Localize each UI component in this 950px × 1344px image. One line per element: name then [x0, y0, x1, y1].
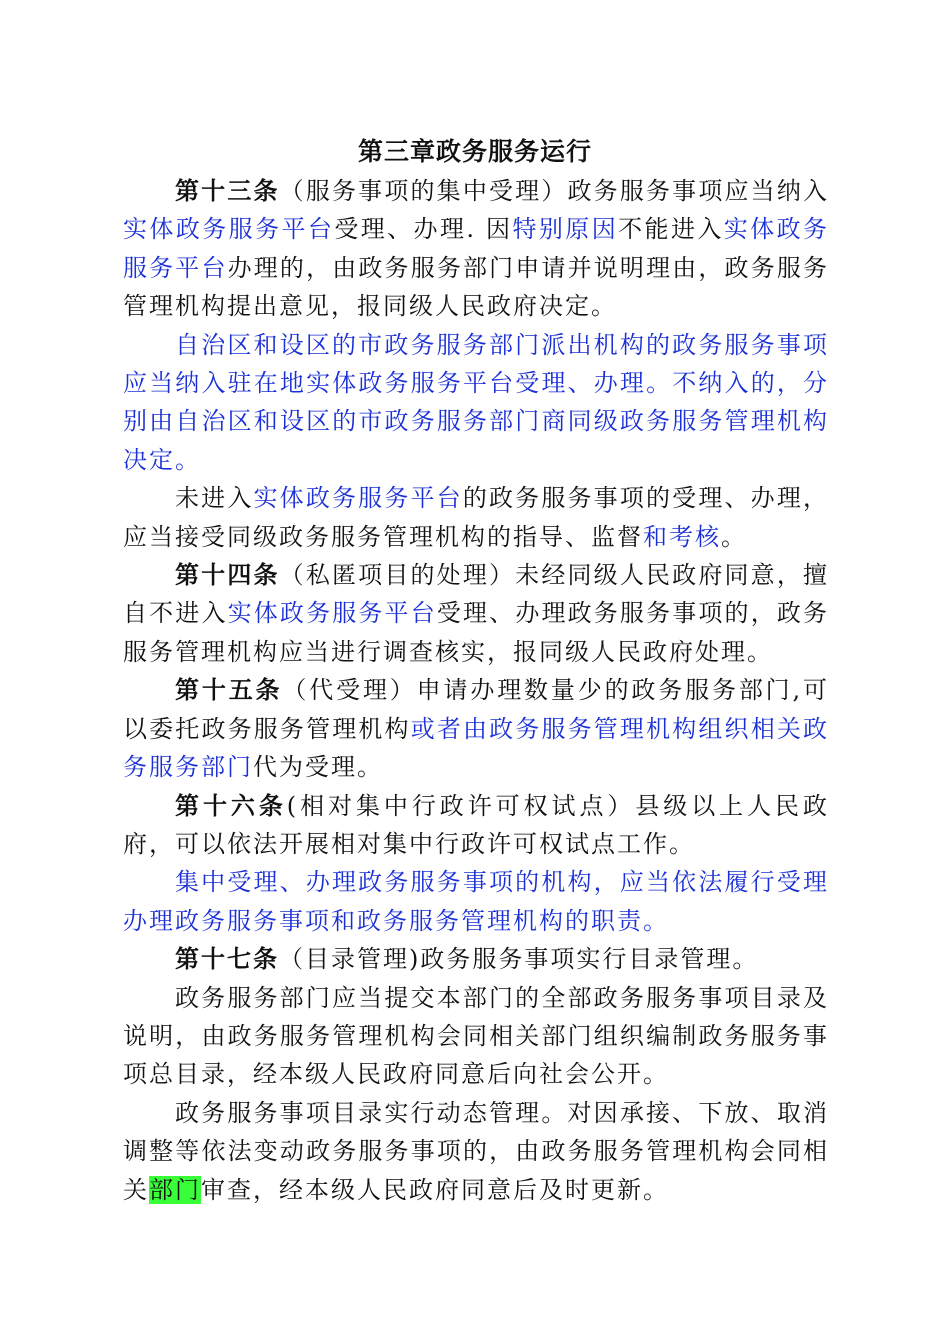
- revised-text: 实体政务服务平台: [253, 484, 463, 513]
- revised-text: 实体政务服务平台: [123, 215, 830, 282]
- revised-text: 实体政务服务平台: [123, 215, 335, 244]
- body-paragraph: [123, 979, 829, 1094]
- article-number: 第十六条: [175, 790, 287, 820]
- revised-text: 自治区和设区的市政务服务部门派出机构的政务服务事项应当纳入驻在地实体政务服务平台受理、办理。不纳入的，分别由自治区和设区的市政务服务部门商同级政务服务管理机构决定。: [123, 330, 829, 474]
- article-number: 第十七条: [175, 944, 279, 974]
- article-paragraph: [123, 172, 829, 326]
- article-number: 第十五条: [175, 675, 283, 705]
- paragraph-text: （目录管理)政务服务事项实行目录管理。: [279, 945, 759, 974]
- revised-text: 或者由政务服务管理机构组织相关政务服务部门: [123, 714, 830, 782]
- revised-text: 特别原因: [512, 215, 619, 244]
- paragraph-text: （私匿项目的处理）未经同级人民政府同意，擅自不进入: [123, 561, 830, 628]
- paragraph-text: 审查，经本级人民政府同意后及时更新。: [201, 1175, 669, 1204]
- article-paragraph: [123, 787, 829, 864]
- article-number: 第十四条: [175, 560, 280, 590]
- paragraph-text: 受理、办理. 因: [334, 215, 513, 244]
- chapter-title: 第三章政务服务运行: [357, 137, 592, 166]
- article-paragraph: [123, 556, 829, 671]
- paragraph-text: （代受理）申请办理数量少的政务服务部门,可以委托政务服务管理机构: [123, 676, 829, 743]
- revised-text: 集中受理、办理政务服务事项的机构，应当依法履行受理办理政务服务事项和政务服务管理机构的职责。: [123, 868, 829, 935]
- paragraph-text: 办理的，由政务服务部门申请并说明理由，政务服务管理机构提出意见，报同级人民政府决定。: [123, 253, 830, 321]
- paragraph-text: 未进入: [175, 484, 254, 513]
- paragraph-text: 政务服务部门应当提交本部门的全部政务服务事项目录及说明，由政务服务管理机构会同相关部门组织编制政务服务事项总目录，经本级人民政府同意后向社会公开。: [123, 983, 829, 1089]
- paragraph-text: 代为受理。: [253, 753, 383, 782]
- revised-text: 和考核: [643, 522, 721, 551]
- highlighted-text: 部门: [149, 1175, 201, 1204]
- article-number: 第十三条: [175, 176, 280, 205]
- document-body: [123, 172, 829, 1209]
- paragraph-text: 政务服务事项目录实行动态管理。对因承接、下放、取消调整等依法变动政务服务事项的，由政务服务管理机构会同相关: [123, 1098, 829, 1204]
- paragraph-text: 的政务服务事项的受理、办理，应当接受同级政务服务管理机构的指导、监督: [123, 484, 830, 551]
- paragraph-text: (相对集中行政许可权试点）县级以上人民政府，可以依法开展相对集中行政许可权试点工作。: [123, 791, 829, 858]
- article-paragraph: [123, 671, 829, 786]
- body-paragraph: [123, 326, 829, 480]
- article-paragraph: [123, 940, 829, 978]
- revised-text: 实体政务服务平台: [227, 599, 437, 628]
- paragraph-text: 受理、办理政务服务事项的，政务服务管理机构应当进行调查核实，报同级人民政府处理。: [123, 599, 830, 666]
- paragraph-text: 不能进入: [618, 215, 724, 244]
- body-paragraph: [123, 1094, 829, 1209]
- body-paragraph: [123, 863, 829, 940]
- body-paragraph: [123, 479, 829, 556]
- paragraph-text: 。: [721, 522, 747, 551]
- paragraph-text: （服务事项的集中受理）政务服务事项应当纳入: [279, 177, 830, 205]
